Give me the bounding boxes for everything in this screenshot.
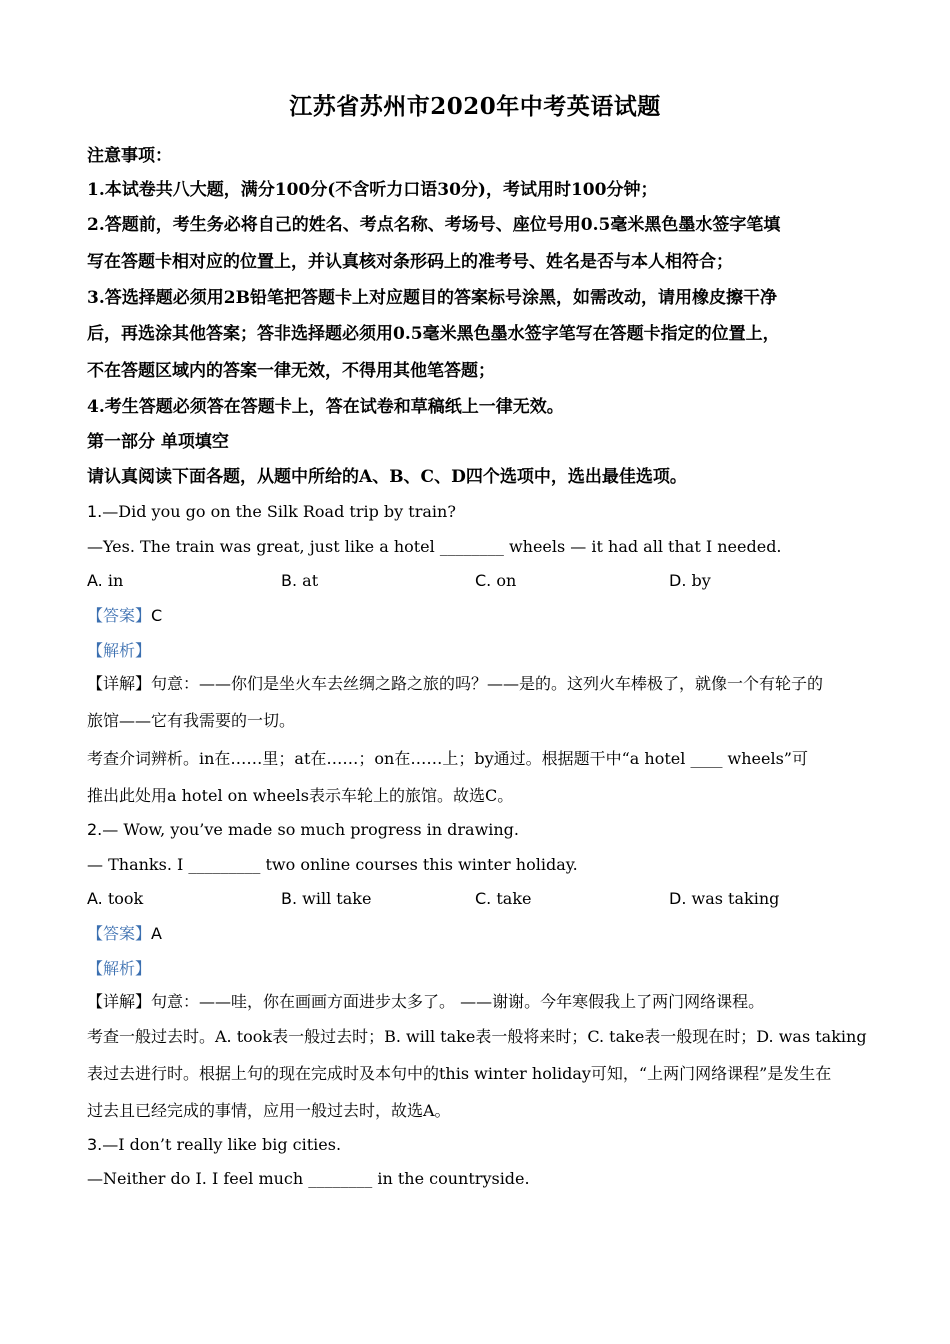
question-1-number: 1.: [87, 502, 103, 521]
question-2-detail-line4: 过去且已经完成的事情，应用一般过去时，故选A。: [87, 1101, 451, 1120]
question-1-prompt: —Did you go on the Silk Road trip by train?: [102, 502, 456, 521]
question-2-analysis-tag: 【解析】: [87, 959, 152, 978]
question-1-option-b: B. at: [281, 571, 319, 590]
question-1-line1: [87, 501, 456, 523]
notice-item-3-line3: 不在答题区域内的答案一律无效，不得用其他笔答题；: [87, 361, 495, 381]
question-3-number: 3.: [87, 1135, 103, 1154]
notice-item-3-line1: 3.答选择题必须用2B铅笔把答题卡上对应题目的答案标号涂黑，如需改动，请用橡皮擦干净: [87, 288, 777, 308]
question-2-option-d: D. was taking: [669, 889, 780, 908]
answer-tag: 【答案】: [87, 606, 152, 625]
question-1-line2: —Yes. The train was great, just like a hotel ________ wheels — it had all that I needed.: [87, 537, 782, 556]
notice-item-3-line2: 后，再选涂其他答案；答非选择题必须用0.5毫米黑色墨水签字笔写在答题卡指定的位置上，: [87, 324, 780, 344]
question-1-detail-line4: 推出此处用a hotel on wheels表示车轮上的旅馆。故选C。: [87, 786, 514, 805]
question-2-option-c: C. take: [475, 889, 532, 908]
question-2-detail-line1: 【详解】句意：——哇，你在画画方面进步太多了。 ——谢谢。今年寒假我上了两门网络课程。: [87, 992, 765, 1011]
question-1-option-d: D. by: [669, 571, 711, 590]
question-1-option-a: A. in: [87, 571, 124, 590]
part1-heading: 第一部分 单项填空: [87, 432, 229, 452]
notice-item-4: 4.考生答题必须答在答题卡上，答在试卷和草稿纸上一律无效。: [87, 397, 564, 417]
question-1-analysis-tag: 【解析】: [87, 641, 152, 660]
question-2-prompt: — Wow, you’ve made so much progress in drawing.: [102, 820, 520, 839]
question-1-detail-line1: 【详解】句意：——你们是坐火车去丝绸之路之旅的吗？——是的。这列火车棒极了，就像一个有轮子的: [87, 674, 824, 693]
question-3-line1: [87, 1134, 341, 1156]
question-2-option-a: A. took: [87, 889, 144, 908]
question-2-answer: [87, 923, 162, 945]
question-3-prompt: —I don’t really like big cities.: [102, 1135, 342, 1154]
page-title: 江苏省苏州市2020年中考英语试题: [289, 93, 661, 120]
notice-heading: 注意事项：: [87, 146, 172, 166]
answer-tag: 【答案】: [87, 924, 152, 943]
question-2-answer-value: A: [151, 924, 162, 943]
question-2-line2: — Thanks. I _________ two online courses this winter holiday.: [87, 855, 578, 874]
notice-item-1: 1.本试卷共八大题，满分100分(不含听力口语30分)，考试用时100分钟；: [87, 180, 658, 200]
part1-instruction: 请认真阅读下面各题，从题中所给的A、B、C、D四个选项中，选出最佳选项。: [87, 467, 687, 487]
question-1-detail-line3: 考查介词辨析。in在……里；at在……；on在……上；by通过。根据题干中“a hotel ____ wheels”可: [87, 749, 808, 768]
notice-item-2-line1: 2.答题前，考生务必将自己的姓名、考点名称、考场号、座位号用0.5毫米黑色墨水签字笔填: [87, 215, 781, 235]
question-1-detail-line2: 旅馆——它有我需要的一切。: [87, 711, 296, 730]
question-2-line1: [87, 819, 519, 841]
question-1-answer: [87, 605, 162, 627]
question-1-option-c: C. on: [475, 571, 517, 590]
question-2-detail-line2: 考查一般过去时。A. took表一般过去时；B. will take表一般将来时；C. take表一般现在时；D. was taking: [87, 1027, 867, 1046]
question-3-line2: —Neither do I. I feel much ________ in the countryside.: [87, 1169, 530, 1188]
question-1-answer-value: C: [151, 606, 163, 625]
notice-item-2-line2: 写在答题卡相对应的位置上，并认真核对条形码上的准考号、姓名是否与本人相符合；: [87, 252, 733, 272]
question-2-option-b: B. will take: [281, 889, 372, 908]
question-2-detail-line3: 表过去进行时。根据上句的现在完成时及本句中的this winter holiday可知，“上两门网络课程”是发生在: [87, 1064, 832, 1083]
question-2-number: 2.: [87, 820, 103, 839]
